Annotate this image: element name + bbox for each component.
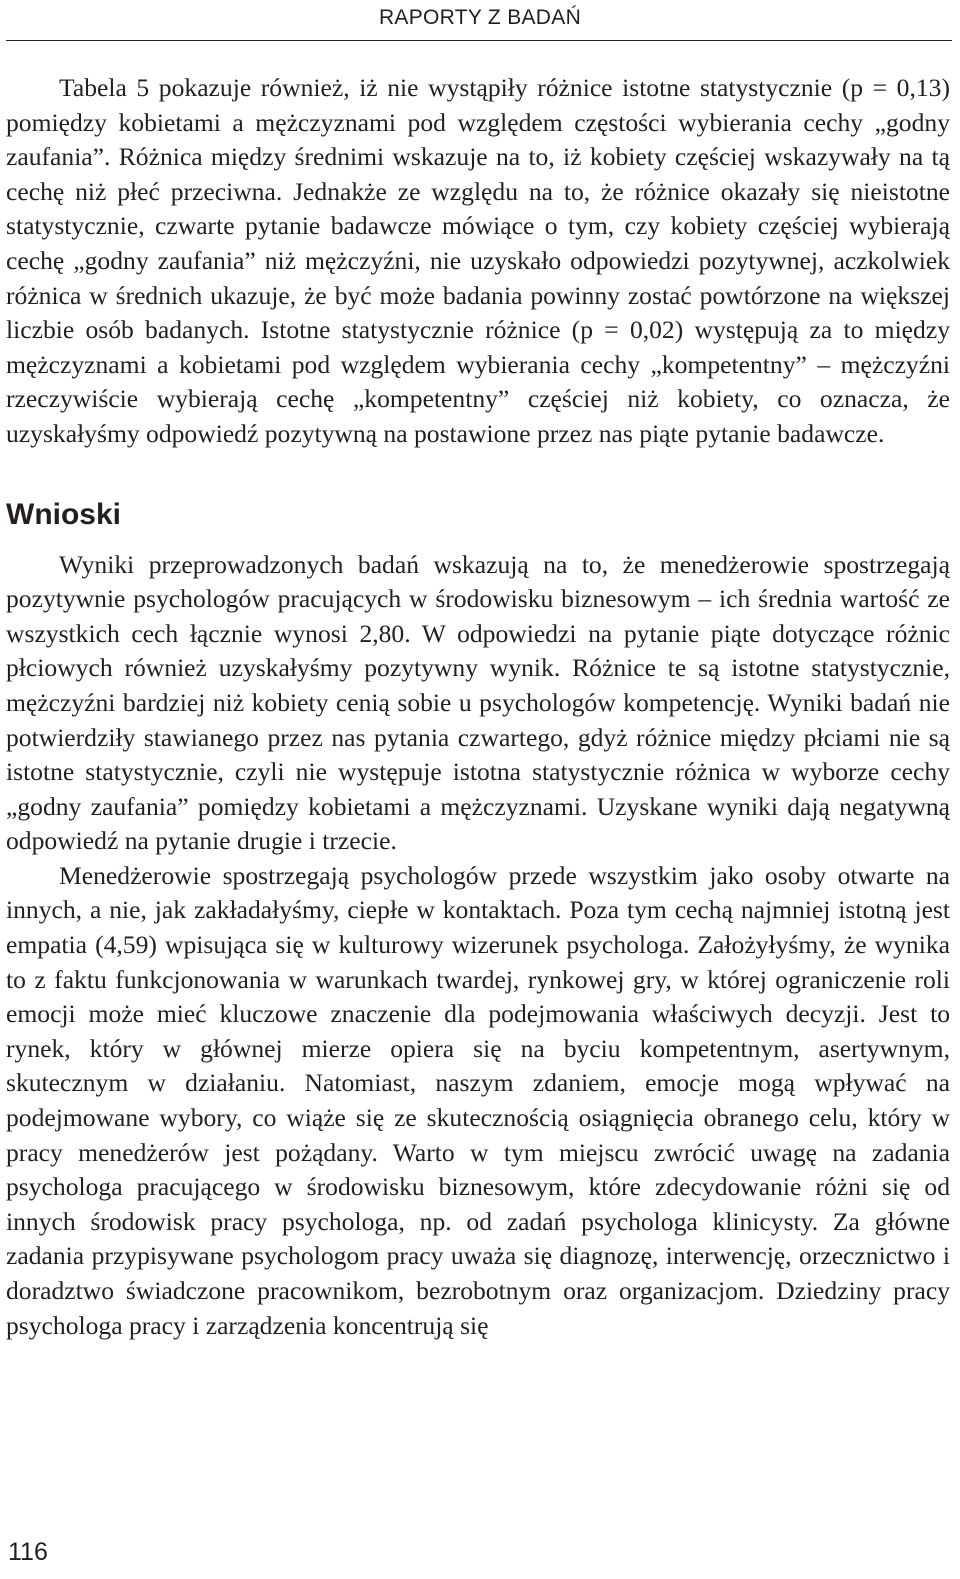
page-number: 116 (8, 1538, 48, 1566)
section-title: Wnioski (6, 497, 122, 531)
body-paragraph-2: Wyniki przeprowadzonych badań wskazują na to, że menedżerowie spostrzegają pozytywnie psychologów pracujących w środowisku biznesowym – ich średnia wartość ze wszystkich cech łącznie wynosi 2,80. W odpowiedzi na pytanie piąte dotyczące różnic płciowych również uzyskałyśmy pozytywny wynik. Różnice te są istotne statystycznie, mężczyźni bardziej niż kobiety cenią sobie u psychologów kompetencję. Wyniki badań nie potwierdziły stawianego przez nas pytania czwartego, gdyż różnice między płciami nie są istotne statystycznie, czyli nie występuje istotna statystycznie różnica w wyborze cechy „godny zaufania” pomiędzy kobietami a mężczyznami. Uzyskane wyniki dają negatywną odpowiedź na pytanie drugie i trzecie. (6, 549, 950, 856)
body-paragraph-3: Menedżerowie spostrzegają psychologów przede wszystkim jako osoby otwarte na innych, a nie, jak zakładałyśmy, ciepłe w kontaktach. Poza tym cechą najmniej istotną jest empatia (4,59) wpisująca się w kulturowy wizerunek psychologa. Założyłyśmy, że wynika to z faktu funkcjonowania w warunkach twardej, rynkowej gry, w której ograniczenie roli emocji może mieć kluczowe znaczenie dla podejmowania właściwych decyzji. Jest to rynek, który w głównej mierze opiera się na byciu kompetentnym, asertywnym, skutecznym w działaniu. Natomiast, naszym zdaniem, emocje mogą wpływać na podejmowane wybory, co wiąże się ze skutecznością osiągnięcia obranego celu, który w pracy menedżerów jest pożądany. Warto w tym miejscu zwrócić uwagę na zadania psychologa pracującego w środowisku biznesowym, które zdecydowanie różni się od innych środowisk pracy psychologa, np. od zadań psychologa klinicysty. Za główne zadania przypisywane psychologom pracy uważa się diagnozę, interwencję, orzecznictwo i doradztwo świadczone pracownikom, bezrobotnym oraz organizacjom. Dziedziny pracy psychologa pracy i zarządzenia koncentrują się (6, 860, 950, 1340)
running-header: RAPORTY Z BADAŃ (378, 6, 582, 29)
header-rule (6, 40, 952, 41)
body-paragraph-1: Tabela 5 pokazuje również, iż nie wystąpiły różnice istotne statystycznie (p = 0,13) pomiędzy kobietami a mężczyznami pod względem częstości wybierania cechy „godny zaufania”. Różnica między średnimi wskazuje na to, iż kobiety częściej wskazywały na tą cechę niż płeć przeciwna. Jednakże ze względu na to, że różnice okazały się nieistotne statystycznie, czwarte pytanie badawcze mówiące o tym, czy kobiety częściej wybierają cechę „godny zaufania” niż mężczyźni, nie uzyskało odpowiedzi pozytywnej, aczkolwiek różnica w średnich ukazuje, że być może badania powinny zostać powtórzone na większej liczbie osób badanych. Istotne statystycznie różnice (p = 0,02) występują za to między mężczyznami a kobietami pod względem wybierania cechy „kompetentny” – mężczyźni rzeczywiście wybierają cechę „kompetentny” częściej niż kobiety, co oznacza, że uzyskałyśmy odpowiedź pozytywną na postawione przez nas piąte pytanie badawcze. (6, 73, 950, 448)
page-content (6, 71, 950, 1343)
